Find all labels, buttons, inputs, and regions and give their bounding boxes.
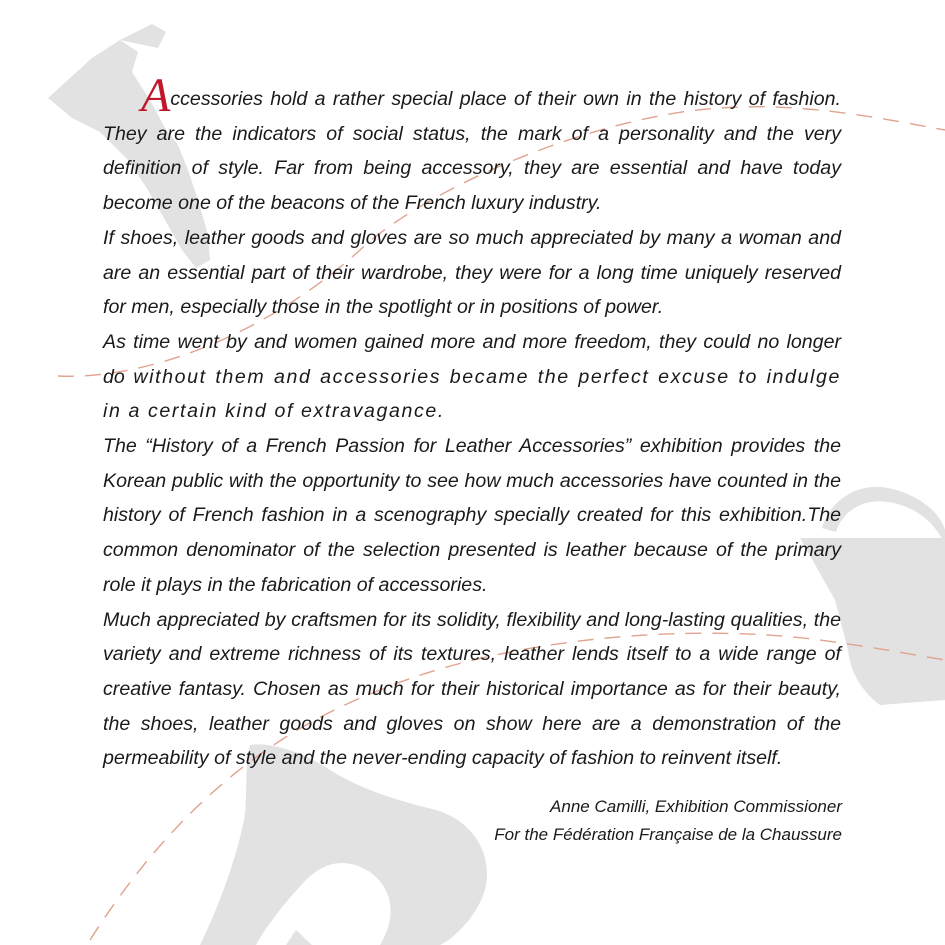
- signature-block: [494, 793, 842, 849]
- paragraph-3: [103, 325, 841, 429]
- paragraph-4: The “History of a French Passion for Leather Accessories” exhibition provides the Korean public with the opportunity to see how much accessories have counted in the history of French fashion in a scenography specially created for this exhibition.The common denominator of the selection presented is leather because of the primary role it plays in the fabrication of accessories.: [103, 435, 841, 596]
- paragraph-1-text: ccessories hold a rather special place of their own in the history of fashion. They are the indicators of social status, the mark of a personality and the very definition of style. Far from being accessory, they are essential and have today become one of the beacons of the French luxury industry.: [103, 88, 841, 215]
- paragraph-2: If shoes, leather goods and gloves are so much appreciated by many a woman and are an essential part of their wardrobe, they were for a long time uniquely reserved for men, especially those in the spotlight or in positions of power.: [103, 226, 841, 319]
- paragraph-3-text-a: As time went by and women gained more and more freedom, they could no longer do: [103, 330, 841, 388]
- signature-organization: For the Fédération Française de la Chaussure: [494, 825, 842, 844]
- paragraph-3-text-b: without them and accessories became the perfect excuse to indulge in a certain kind of extravagance.: [103, 365, 841, 423]
- signature-author: Anne Camilli, Exhibition Commissioner: [550, 797, 842, 816]
- essay-body: [103, 69, 841, 776]
- paragraph-5: Much appreciated by craftsmen for its solidity, flexibility and long-lasting qualities, the variety and extreme richness of its textures, leather lends itself to a wide range of creative fantasy. Chosen as much for their historical importance as for their beauty, the shoes, leather goods and gloves on show here are a demonstration of the permeability of style and the never-ending capacity of fashion to reinvent itself.: [103, 608, 841, 770]
- paragraph-1: [103, 69, 841, 221]
- dropcap-letter: A: [141, 69, 171, 122]
